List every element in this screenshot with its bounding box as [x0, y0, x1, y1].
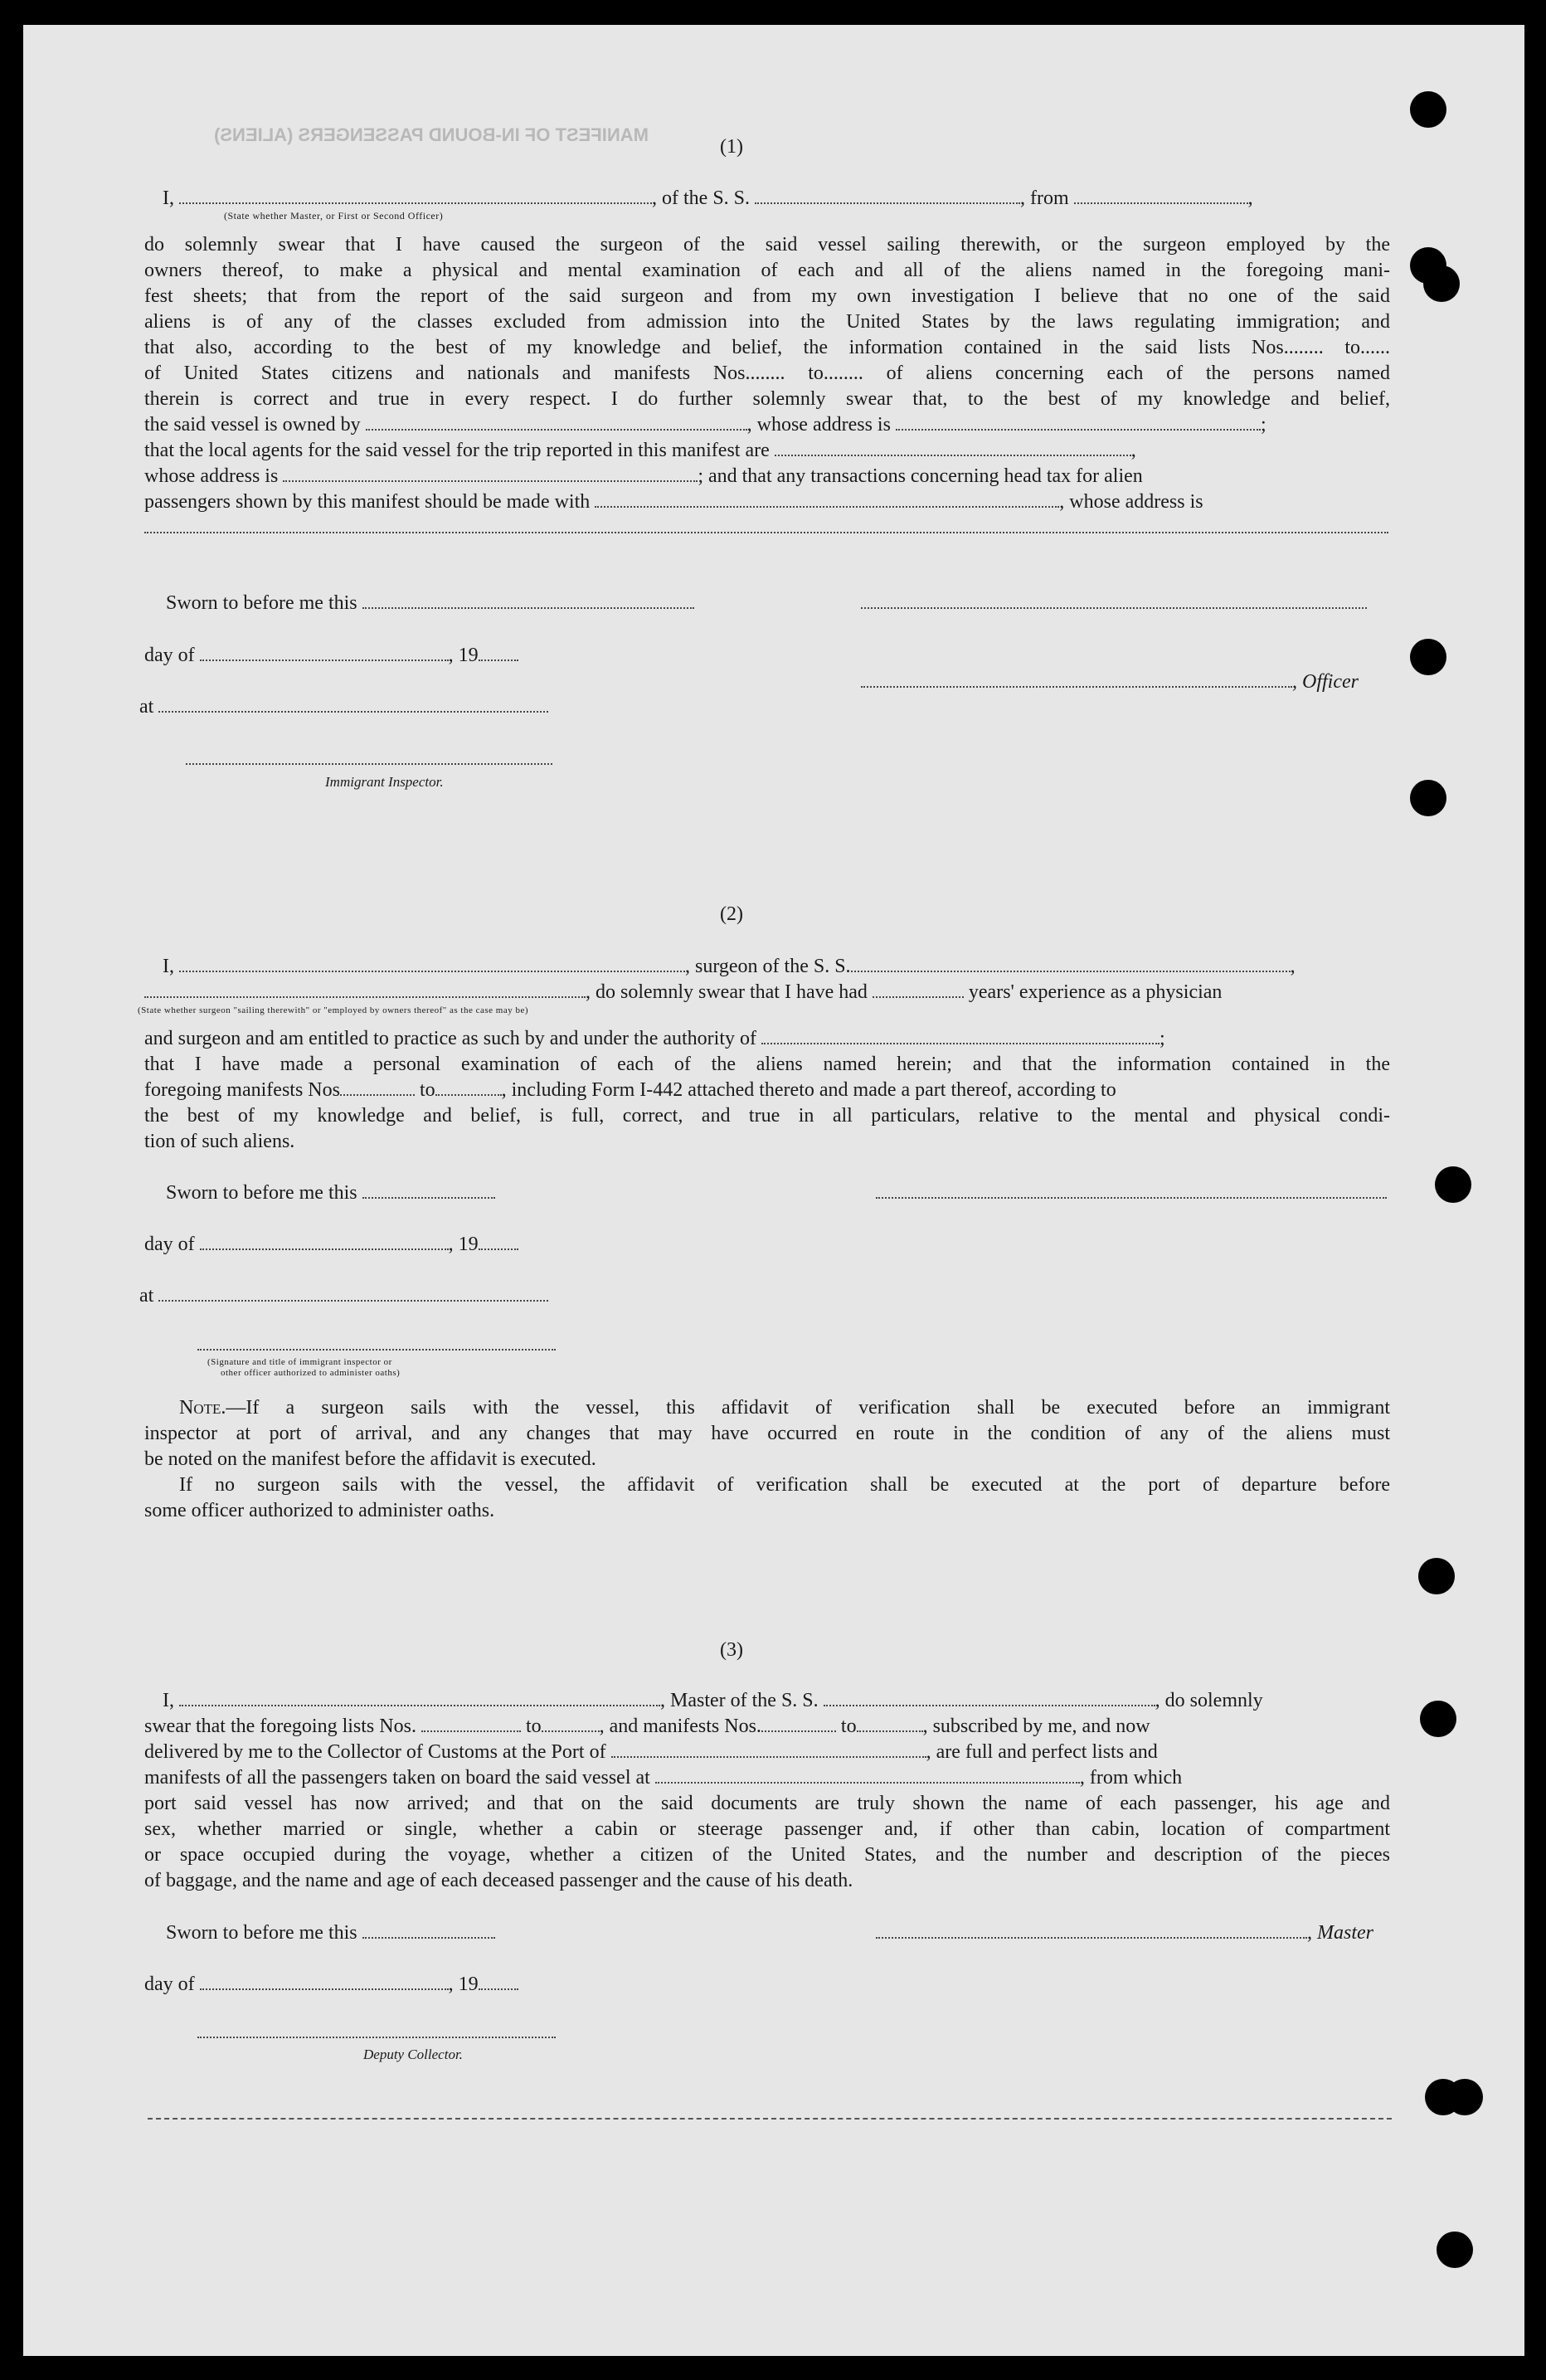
s3-lists-line: swear that the foregoing lists Nos. to , and manifests Nos. to , subscribed by me, and now — [144, 1716, 1150, 1737]
s2-note-line: inspector at port of arrival, and any changes that may have occurred en route in the condition of any of the aliens must — [144, 1423, 1390, 1444]
s2-year-field[interactable] — [479, 1232, 518, 1250]
s2-manifests-line: foregoing manifests Nos to , including Form I-442 attached thereto and made a part thereof, according to — [144, 1079, 1116, 1101]
officer-name-field[interactable] — [179, 186, 652, 204]
s3-sworn-date-field[interactable] — [362, 1920, 495, 1939]
s2-experience-line: , do solemnly swear that I have had years' experience as a physician — [144, 980, 1222, 1005]
s2-note-line: some officer authorized to administer oaths. — [144, 1500, 495, 1521]
lists-to-field[interactable] — [542, 1714, 600, 1732]
s3-body-line: of baggage, and the name and age of each deceased passenger and the cause of his death. — [144, 1870, 853, 1891]
officer-title-field[interactable] — [861, 669, 1292, 688]
s3-oath-line: I, , Master of the S. S. , do solemnly — [163, 1690, 1263, 1711]
s1-at-line: at — [139, 694, 548, 719]
departure-port-field[interactable] — [655, 1765, 1080, 1784]
s2-sig-note-2: other officer authorized to administer oaths) — [221, 1368, 401, 1378]
s2-authority-line: and surgeon and am entitled to practice as such by and under the authority of ; — [144, 1028, 1165, 1049]
punch-hole — [1410, 780, 1446, 816]
s3-port-line: delivered by me to the Collector of Customs at the Port of , are full and perfect lists and — [144, 1741, 1158, 1763]
manifests-to-field[interactable] — [857, 1714, 923, 1732]
section-1-heading: (1) — [720, 136, 743, 158]
punch-hole — [1446, 2079, 1483, 2115]
surgeon-signature-field[interactable] — [876, 1180, 1387, 1199]
agents-field[interactable] — [775, 438, 1131, 456]
s2-surgeon-note: (State whether surgeon "sailing therewith" or "employed by owners thereof" as the case may be) — [138, 1005, 529, 1015]
s2-at-line: at — [139, 1283, 548, 1308]
s2-body-line: that I have made a personal examination of each of the aliens named herein; and that the information contained in the — [144, 1054, 1390, 1075]
punch-hole — [1410, 91, 1446, 128]
s1-signature-line — [861, 591, 1367, 616]
s2-place-field[interactable] — [158, 1283, 548, 1302]
s3-sworn-line: Sworn to before me this — [166, 1920, 495, 1945]
s2-day-field[interactable] — [200, 1232, 449, 1250]
s2-ship-name-field[interactable] — [851, 954, 1291, 972]
punch-hole — [1423, 265, 1460, 302]
s2-day-line: day of , 19 — [144, 1232, 518, 1257]
punch-hole — [1410, 639, 1446, 675]
s1-body-line: aliens is of any of the classes excluded from admission into the United States by the laws regulating immigration; and — [144, 311, 1390, 333]
punch-hole — [1418, 1558, 1455, 1594]
owner-field[interactable] — [366, 412, 747, 431]
contact-address-field[interactable] — [144, 515, 1388, 533]
s1-body-line: fest sheets; that from the report of the said surgeon and from my own investigation I believe that no one of the said — [144, 285, 1390, 307]
s1-oath-line: I, , of the S. S. , from , — [163, 187, 1253, 209]
s2-note-line: Note.—If a surgeon sails with the vessel, this affidavit of verification shall be executed before an immigrant — [179, 1397, 1390, 1419]
s1-body-line: of United States citizens and nationals and manifests Nos........ to........ of aliens concerning each of the persons named — [144, 363, 1390, 384]
s3-deputy-label: Deputy Collector. — [363, 2047, 463, 2062]
s1-address-line: whose address is ; and that any transactions concerning head tax for alien — [144, 465, 1143, 487]
ship-name-field[interactable] — [755, 186, 1020, 204]
authority-field[interactable] — [761, 1026, 1160, 1044]
s3-manifest-line: manifests of all the passengers taken on board the said vessel at , from which — [144, 1767, 1183, 1789]
s2-note-line: be noted on the manifest before the affidavit is executed. — [144, 1448, 596, 1470]
s2-sworn-date-field[interactable] — [362, 1180, 495, 1199]
s2-manifest-from-field[interactable] — [340, 1078, 415, 1096]
surgeon-name-field[interactable] — [179, 954, 685, 972]
manifests-from-field[interactable] — [761, 1714, 836, 1732]
s3-ship-name-field[interactable] — [824, 1688, 1155, 1706]
s3-deputy-sig-line — [197, 2020, 556, 2045]
section-3-heading: (3) — [720, 1639, 743, 1661]
officer-signature-field[interactable] — [861, 591, 1367, 609]
bleed-through-header: MANIFEST OF IN-BOUND PASSENGERS (ALIENS) — [214, 124, 649, 145]
s3-year-field[interactable] — [479, 1972, 518, 1990]
inspector-signature-field[interactable] — [186, 747, 552, 765]
s3-body-line: or space occupied during the voyage, whether a citizen of the United States, and the number and description of the pieces — [144, 1844, 1390, 1866]
s1-officer-line: , Officer — [861, 669, 1359, 694]
punch-hole — [1437, 2232, 1473, 2268]
s3-body-line: sex, whether married or single, whether a cabin or steerage passenger and, if other than cabin, location of compartment — [144, 1818, 1390, 1840]
s1-day-field[interactable] — [200, 643, 449, 661]
bottom-divider — [148, 2118, 1392, 2120]
master-signature-field[interactable] — [876, 1920, 1307, 1939]
s1-sworn-line: Sworn to before me this — [166, 591, 694, 616]
s2-signature-line — [876, 1180, 1387, 1205]
section-2-heading: (2) — [720, 903, 743, 925]
document-page — [23, 25, 1524, 2356]
years-experience-field[interactable] — [873, 980, 964, 998]
lists-from-field[interactable] — [421, 1714, 521, 1732]
s1-inspector-label: Immigrant Inspector. — [325, 774, 444, 790]
s2-inspector-signature-field[interactable] — [197, 1332, 556, 1351]
s1-place-field[interactable] — [158, 694, 548, 713]
head-tax-contact-field[interactable] — [595, 489, 1059, 508]
master-name-field[interactable] — [179, 1688, 660, 1706]
s1-final-address — [144, 515, 1388, 540]
s1-passengers-line: passengers shown by this manifest should be made with , whose address is — [144, 491, 1203, 513]
s1-agents-line: that the local agents for the said vessel for the trip reported in this manifest are , — [144, 440, 1136, 461]
surgeon-status-field[interactable] — [144, 980, 586, 998]
s2-body-line: tion of such aliens. — [144, 1131, 295, 1152]
s2-inspector-sig-line — [197, 1332, 556, 1357]
customs-port-field[interactable] — [611, 1740, 926, 1758]
s3-master-line: , Master — [876, 1920, 1373, 1945]
s3-day-line: day of , 19 — [144, 1972, 518, 1997]
s3-day-field[interactable] — [200, 1972, 449, 1990]
s1-body-line: therein is correct and true in every respect. I do further solemnly swear that, to the best of my knowledge and belief, — [144, 388, 1390, 410]
owner-address-field[interactable] — [896, 412, 1261, 431]
s1-day-line: day of , 19 — [144, 643, 518, 668]
s1-officer-note: (State whether Master, or First or Second Officer) — [224, 210, 444, 221]
s2-body-line: the best of my knowledge and belief, is full, correct, and true in all particulars, relative to the mental and physical condi- — [144, 1105, 1390, 1127]
agents-address-field[interactable] — [283, 464, 698, 482]
s3-body-line: port said vessel has now arrived; and that on the said documents are truly shown the name of each passenger, his age and — [144, 1793, 1390, 1814]
s1-body-line: owners thereof, to make a physical and mental examination of each and all of the aliens named in the foregoing mani- — [144, 260, 1390, 281]
deputy-signature-field[interactable] — [197, 2020, 556, 2038]
s1-year-field[interactable] — [479, 643, 518, 661]
s1-body-line: that also, according to the best of my knowledge and belief, the information contained in the said lists Nos........ to...... — [144, 337, 1390, 358]
punch-hole — [1435, 1166, 1471, 1203]
s1-owner-line: the said vessel is owned by , whose address is ; — [144, 414, 1266, 436]
s2-oath-line: I, , surgeon of the S. S. , — [163, 956, 1296, 977]
s1-sworn-date-field[interactable] — [362, 591, 694, 609]
s2-sworn-line: Sworn to before me this — [166, 1180, 495, 1205]
s1-inspector-line — [186, 747, 552, 771]
punch-hole — [1420, 1701, 1456, 1737]
s1-body-line: do solemnly swear that I have caused the surgeon of the said vessel sailing therewith, or the surgeon employed by the — [144, 234, 1390, 256]
s2-note-line: If no surgeon sails with the vessel, the affidavit of verification shall be executed at the port of departure before — [179, 1474, 1390, 1496]
s2-sig-note-1: (Signature and title of immigrant inspector or — [207, 1357, 392, 1367]
s2-manifest-to-field[interactable] — [435, 1078, 502, 1096]
origin-port-field[interactable] — [1074, 186, 1248, 204]
